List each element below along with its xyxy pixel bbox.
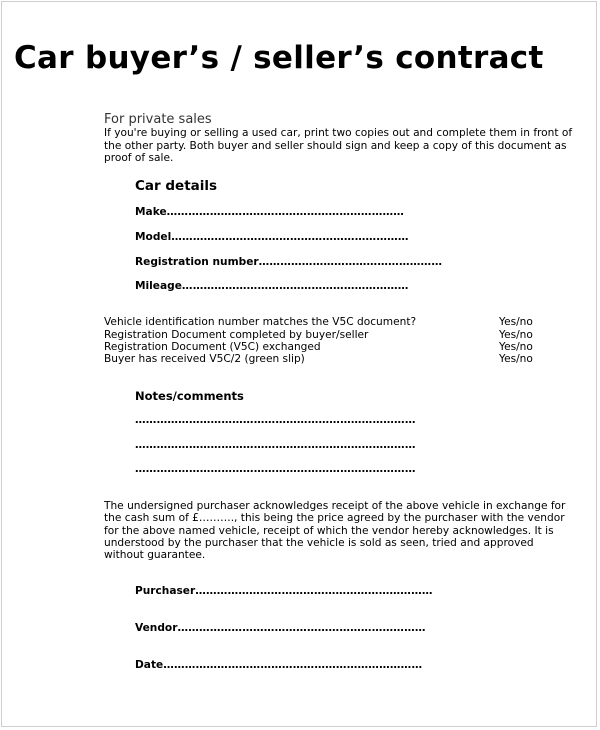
- check-answer[interactable]: Yes/no: [499, 341, 533, 353]
- check-question: Buyer has received V5C/2 (green slip): [104, 353, 305, 365]
- model-field[interactable]: [135, 231, 490, 243]
- date-label: Date: [135, 659, 164, 671]
- registration-number-dotted-line: ……………………………………………: [258, 256, 443, 268]
- date-dotted-line: ………………………………………………………………: [163, 659, 423, 671]
- document-subtitle: For private sales: [104, 112, 212, 127]
- vendor-label: Vendor: [135, 622, 178, 634]
- date-field[interactable]: [135, 659, 495, 671]
- document-title: Car buyer’s / seller’s contract: [14, 40, 544, 76]
- purchaser-dotted-line: …………………………………………………………: [195, 585, 433, 597]
- notes-line[interactable]: ……………………………………………………………………: [135, 463, 416, 475]
- check-question: Vehicle identification number matches the V5C document?: [104, 316, 417, 328]
- check-answer[interactable]: Yes/no: [499, 329, 533, 341]
- registration-number-field[interactable]: [135, 256, 490, 268]
- vendor-dotted-line: ……………………………………………………………: [177, 622, 426, 634]
- notes-line[interactable]: ……………………………………………………………………: [135, 439, 416, 451]
- make-field[interactable]: [135, 206, 490, 218]
- make-label: Make: [135, 206, 167, 218]
- purchaser-label: Purchaser: [135, 585, 196, 597]
- intro-paragraph: If you're buying or selling a used car, print two copies out and complete them in front of the other party. Both buyer and seller should sign and keep a copy of this document as proof of sale.: [104, 127, 573, 164]
- notes-line[interactable]: ……………………………………………………………………: [135, 414, 416, 426]
- check-question: Registration Document (V5C) exchanged: [104, 341, 321, 353]
- make-dotted-line: …………………………………………………………: [166, 206, 405, 218]
- vendor-signature-field[interactable]: [135, 622, 495, 634]
- purchaser-signature-field[interactable]: [135, 585, 495, 597]
- registration-number-label: Registration number: [135, 256, 259, 268]
- check-answer[interactable]: Yes/no: [499, 316, 533, 328]
- check-row-vin: [104, 316, 544, 329]
- car-details-heading: Car details: [135, 178, 218, 194]
- mileage-label: Mileage: [135, 280, 182, 292]
- check-question: Registration Document completed by buyer/seller: [104, 329, 369, 341]
- model-dotted-line: …………………………………………………………: [171, 231, 409, 243]
- check-row-green-slip: [104, 353, 544, 366]
- model-label: Model: [135, 231, 172, 243]
- notes-heading: Notes/comments: [135, 389, 244, 403]
- acknowledgement-paragraph: The undersigned purchaser acknowledges receipt of the above vehicle in exchange for the cash sum of £………., this being the price agreed by the purchaser with the vendor for the above named vehicle, receipt of which the vendor hereby acknowledges. It is understood by the purchaser that the vehicle is sold as seen, tried and approved without guarantee.: [104, 500, 566, 562]
- mileage-dotted-line: ………………………………………………………: [181, 280, 409, 292]
- mileage-field[interactable]: [135, 280, 490, 292]
- check-answer[interactable]: Yes/no: [499, 353, 533, 365]
